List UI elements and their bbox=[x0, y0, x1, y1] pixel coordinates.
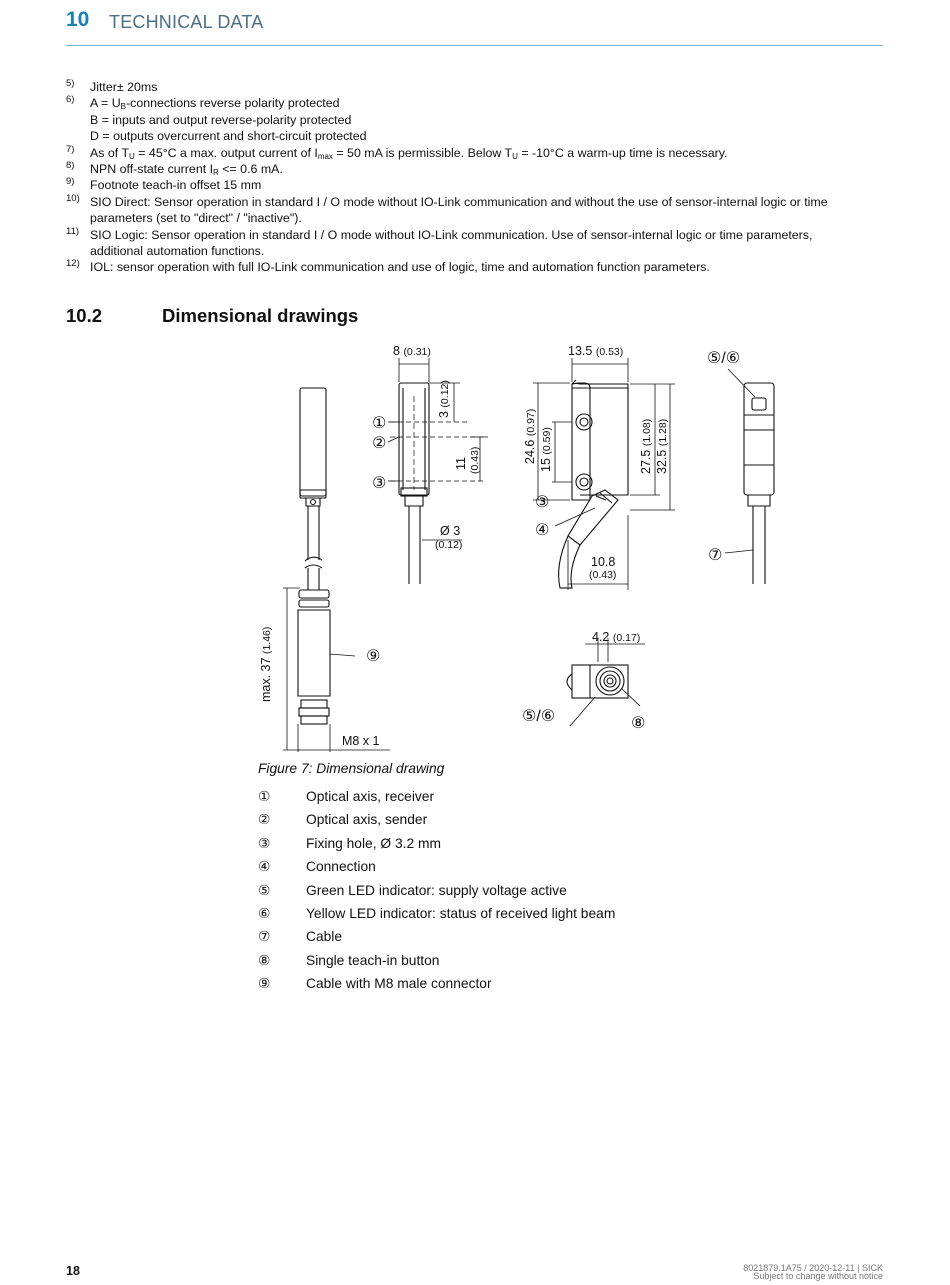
legend-text: Optical axis, sender bbox=[306, 812, 428, 828]
legend-marker: ⑧ bbox=[258, 952, 271, 968]
dim-8-label bbox=[393, 344, 431, 358]
list-item bbox=[258, 789, 758, 812]
footnote-text: Jitter± 20ms bbox=[90, 80, 158, 94]
list-item bbox=[258, 906, 758, 929]
footnote-text: NPN off-state current I bbox=[90, 162, 214, 177]
footnote-text: B = inputs and output reverse-polarity protected bbox=[90, 112, 352, 127]
dim-inch: (1.08) bbox=[641, 418, 653, 447]
dim-inch: (0.59) bbox=[541, 427, 553, 455]
dim-inch: (1.28) bbox=[657, 418, 669, 447]
footnote-text: As of T bbox=[90, 145, 130, 160]
dia-3-inch: (0.12) bbox=[435, 539, 463, 551]
footnote-text: <= 0.6 mA. bbox=[218, 162, 283, 177]
sensor-narrow-view bbox=[725, 369, 774, 584]
dim-32-5-label bbox=[655, 419, 669, 474]
dim-max37-label bbox=[259, 627, 273, 702]
m8-thread-label: M8 x 1 bbox=[342, 734, 380, 748]
footnote-number: 10) bbox=[66, 192, 80, 204]
subscript: B bbox=[120, 102, 126, 112]
dim-inch: (0.53) bbox=[595, 346, 624, 358]
marker-9: ⑨ bbox=[366, 648, 381, 665]
section-title: Dimensional drawings bbox=[162, 305, 359, 326]
page-number: 18 bbox=[66, 1264, 80, 1278]
dim-value: 4.2 bbox=[592, 630, 610, 644]
footnote-number: 5) bbox=[66, 78, 75, 89]
list-item bbox=[258, 883, 758, 906]
list-item bbox=[258, 929, 758, 952]
sensor-front-view bbox=[298, 388, 330, 724]
legend-marker: ⑦ bbox=[258, 929, 271, 945]
dim-value: 13.5 bbox=[568, 344, 593, 358]
legend-marker: ⑤ bbox=[258, 882, 271, 898]
footnote-text: additional automation functions. bbox=[90, 244, 265, 259]
document-id: 8021879.1A75 / 2020-12-11 | SICK bbox=[743, 1263, 883, 1273]
legend-text: Green LED indicator: supply voltage active bbox=[306, 882, 567, 898]
footnote bbox=[66, 259, 883, 275]
legend-text: Cable with M8 male connector bbox=[306, 976, 492, 992]
dim-11-inch: (0.43) bbox=[469, 446, 481, 474]
footnote-number: 6) bbox=[66, 94, 75, 106]
dim-inch: (0.17) bbox=[612, 632, 641, 644]
dimensional-drawing bbox=[250, 340, 741, 760]
dim-15-label bbox=[539, 427, 553, 472]
legend-marker: ⑥ bbox=[258, 905, 271, 921]
marker-3-side: ③ bbox=[372, 475, 387, 492]
legend-marker: ④ bbox=[258, 859, 271, 875]
dim-11-label: 11 bbox=[454, 457, 468, 470]
marker-5-6-top: ⑤/⑥ bbox=[707, 350, 741, 367]
dim-value: max. 37 bbox=[259, 657, 273, 702]
footnote-text: -connections reverse polarity protected bbox=[126, 96, 340, 111]
footnote-number: 12) bbox=[66, 258, 80, 270]
footnote bbox=[66, 194, 883, 227]
dia-3-label: Ø 3 bbox=[440, 524, 461, 538]
dim-value: 32.5 bbox=[655, 449, 669, 474]
footnote-text: = 50 mA is permissible. Below T bbox=[332, 145, 513, 160]
marker-1: ① bbox=[372, 415, 387, 432]
legend-marker: ① bbox=[258, 789, 271, 804]
chapter-title: TECHNICAL DATA bbox=[109, 12, 264, 32]
marker-5-6-bottom: ⑤/⑥ bbox=[522, 708, 556, 725]
legend-marker: ② bbox=[258, 812, 271, 828]
list-item bbox=[258, 976, 758, 999]
legend-text: Yellow LED indicator: status of received light beam bbox=[306, 905, 616, 921]
footnotes bbox=[66, 79, 883, 276]
dim-value: 27.5 bbox=[639, 449, 653, 474]
dim-inch: (0.31) bbox=[403, 346, 431, 358]
dim-3-label bbox=[437, 380, 451, 418]
legend-text: Connection bbox=[306, 859, 376, 875]
legend-marker: ③ bbox=[258, 835, 271, 851]
footnote bbox=[66, 227, 883, 260]
legend-text: Cable bbox=[306, 929, 343, 945]
footnote bbox=[66, 79, 883, 95]
legend-text: Fixing hole, Ø 3.2 mm bbox=[306, 835, 441, 851]
legend-text: Single teach-in button bbox=[306, 952, 440, 968]
marker-3-profile: ③ bbox=[535, 494, 550, 511]
dim-value: 3 bbox=[437, 411, 451, 418]
dim-max37-lines bbox=[283, 588, 390, 752]
marker-2: ② bbox=[372, 435, 387, 452]
footnote-number: 7) bbox=[66, 143, 75, 155]
figure-caption: Figure 7: Dimensional drawing bbox=[258, 761, 445, 776]
subscript: max bbox=[317, 151, 333, 161]
sensor-bottom-view bbox=[567, 638, 645, 726]
change-notice: Subject to change without notice bbox=[753, 1271, 883, 1281]
footnote-text: A = U bbox=[90, 96, 121, 111]
dim-24-6-label bbox=[523, 409, 537, 464]
dim-value: 15 bbox=[539, 458, 553, 472]
subscript: R bbox=[213, 168, 219, 178]
dim-value: 8 bbox=[393, 344, 400, 358]
dim-4-2-label bbox=[592, 630, 640, 644]
dim-inch: (0.97) bbox=[525, 408, 537, 437]
dim-10-8-inch: (0.43) bbox=[589, 569, 617, 581]
footnote-number: 9) bbox=[66, 176, 75, 188]
footnote-text: Footnote teach-in offset 15 mm bbox=[90, 178, 262, 193]
footnote-text: SIO Logic: Sensor operation in standard I / O mode without IO-Link communication. Use of sensor-internal logic or time parameters, bbox=[90, 227, 813, 242]
dim-inch: (1.46) bbox=[261, 626, 273, 655]
list-item bbox=[258, 836, 758, 859]
marker-8: ⑧ bbox=[631, 715, 646, 732]
subscript: U bbox=[512, 151, 518, 161]
footnote bbox=[66, 145, 883, 161]
footnote-text: SIO Direct: Sensor operation in standard I / O mode without IO-Link communication and without the use of sensor-internal logic or time bbox=[90, 194, 828, 209]
section-number: 10.2 bbox=[66, 305, 103, 326]
dim-inch: (0.12) bbox=[439, 380, 451, 408]
footnote bbox=[66, 95, 883, 144]
footnote bbox=[66, 177, 883, 193]
footnote-number: 11) bbox=[66, 225, 80, 237]
dim-10-8-label: 10.8 bbox=[591, 555, 616, 569]
legend-text: Optical axis, receiver bbox=[306, 789, 435, 804]
legend-marker: ⑨ bbox=[258, 976, 271, 992]
list-item bbox=[258, 812, 758, 835]
dim-value: 24.6 bbox=[523, 439, 537, 464]
footnote-text: = -10°C a warm-up time is necessary. bbox=[517, 145, 728, 160]
chapter-number: 10 bbox=[66, 8, 90, 31]
page-header bbox=[66, 8, 883, 46]
dim-27-5-label bbox=[639, 419, 653, 474]
footnote-text: IOL: sensor operation with full IO-Link communication and use of logic, time and automation function parameters. bbox=[90, 260, 710, 275]
list-item bbox=[258, 859, 758, 882]
marker-4: ④ bbox=[535, 522, 550, 539]
marker-7: ⑦ bbox=[708, 547, 723, 564]
subscript: U bbox=[129, 151, 135, 161]
list-item bbox=[258, 953, 758, 976]
footnote-text: = 45°C a max. output current of I bbox=[134, 145, 318, 160]
legend-list bbox=[258, 789, 758, 1000]
dim-13-5-label bbox=[568, 344, 623, 358]
footnote-text: parameters (set to "direct" / "inactive"). bbox=[90, 211, 302, 226]
footnote-text: D = outputs overcurrent and short-circuit protected bbox=[90, 129, 367, 144]
footnote bbox=[66, 161, 883, 177]
footnote-number: 8) bbox=[66, 160, 75, 172]
